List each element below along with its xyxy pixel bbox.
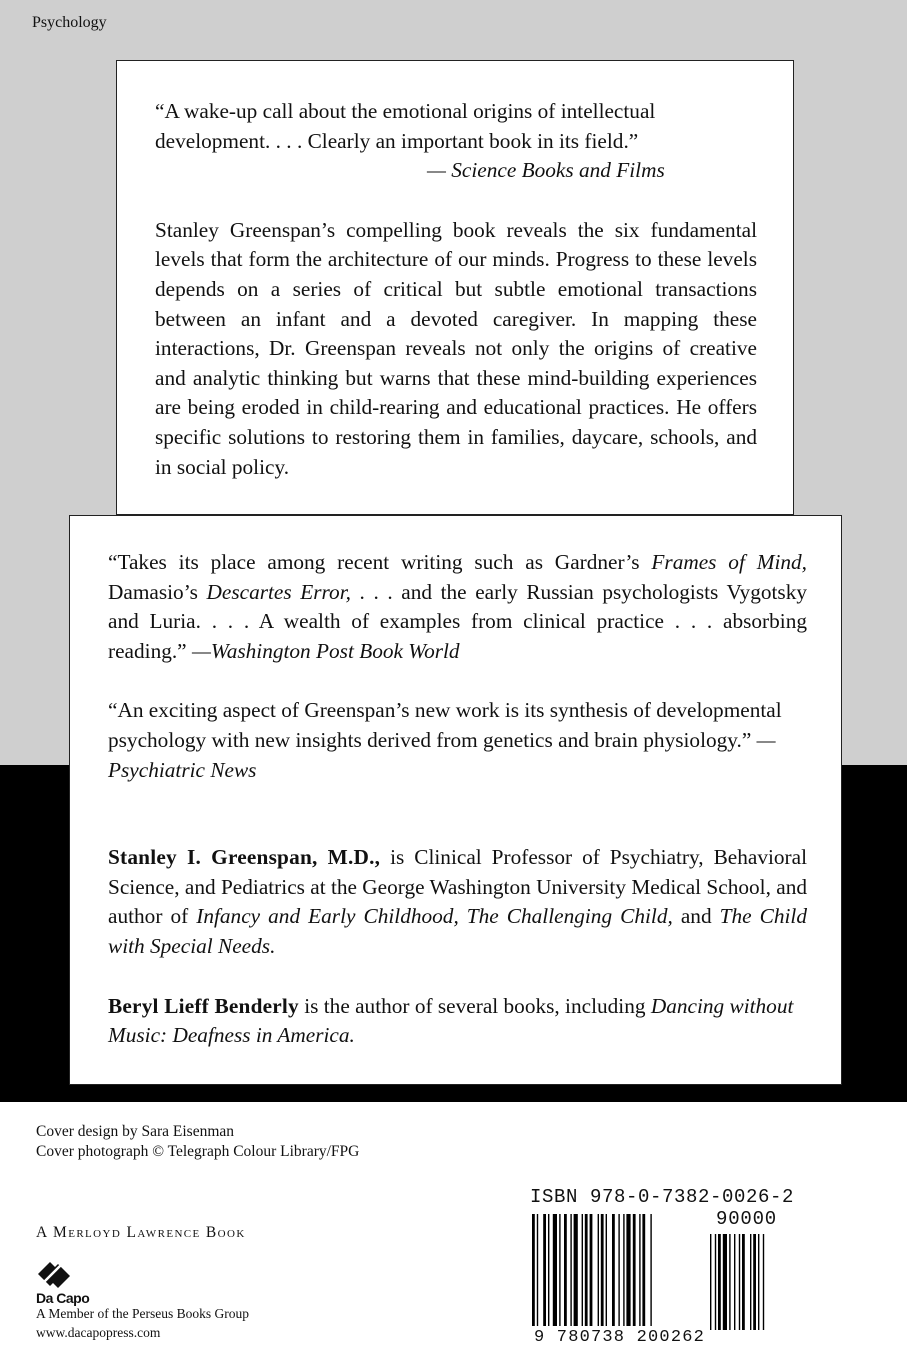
review-quote-1-source: — Science Books and Films (427, 158, 665, 183)
price-code: 90000 (716, 1208, 778, 1230)
author-2-bio: Beryl Lieff Benderly is the author of several books, including Dancing without Music: Deafness in America. (108, 993, 794, 1048)
cover-photo-credit: Cover photograph © Telegraph Colour Library/FPG (36, 1143, 360, 1160)
author-1-name: Stanley I. Greenspan, M.D., (108, 845, 381, 870)
review-quote-1: “A wake-up call about the emotional origins of intellectual development. . . . Clearly an important book in its field.” (155, 99, 656, 153)
review-quote-3: “An exciting aspect of Greenspan’s new work is its synthesis of developmental psychology with new insights derived from genetics and brain physiology.” — Psychiatric News (108, 698, 782, 782)
cover-design-credit: Cover design by Sara Eisenman (36, 1123, 235, 1140)
review-quote-2: “Takes its place among recent writing such as Gardner’s Frames of Mind, Damasio’s Descartes Error, . . . and the early Russian psychologists Vygotsky and Luria. . . . A wealth of examples from clinical practice . . . absorbing reading.” —Washington Post Book World (108, 550, 807, 663)
publisher-logo-text: Da Capo (36, 1290, 90, 1306)
top-blurb-panel (116, 60, 794, 515)
isbn-text: ISBN 978-0-7382-0026-2 (530, 1186, 795, 1208)
imprint-label: A Merloyd Lawrence Book (36, 1224, 246, 1241)
bottom-blurb-panel (69, 515, 842, 1085)
category-label: Psychology (32, 14, 107, 31)
author-2-name: Beryl Lieff Benderly (108, 993, 299, 1018)
ean-digits: 9 780738 200262 (534, 1328, 706, 1347)
cover-credits (36, 1122, 359, 1162)
book-description: Stanley Greenspan’s compelling book reveals the six fundamental levels that form the architecture of our minds. Progress to these levels depends on a series of critical but subtle emotional transactions between an infant and a devoted caregiver. In mapping these interactions, Dr. Greenspan reveals not only the origins of creative and analytic thinking but warns that these mind-building experiences are being eroded in child-rearing and educational practices. He offers specific solutions to restoring them in families, daycare, schools, and in social policy. (155, 217, 757, 479)
review-quote-3-source: — Psychiatric News (108, 727, 776, 782)
author-1-bio: Stanley I. Greenspan, M.D., is Clinical Professor of Psychiatry, Behavioral Science, and Pediatrics at the George Washington University Medical School, and author of Infancy and Early Childhood, The Challenging Child, and The Child with Special Needs. (108, 845, 808, 958)
review-quote-2-source: —Washington Post Book World (191, 638, 460, 663)
publisher-website: www.dacapopress.com (36, 1325, 161, 1340)
publisher-member-line: A Member of the Perseus Books Group (36, 1306, 249, 1321)
